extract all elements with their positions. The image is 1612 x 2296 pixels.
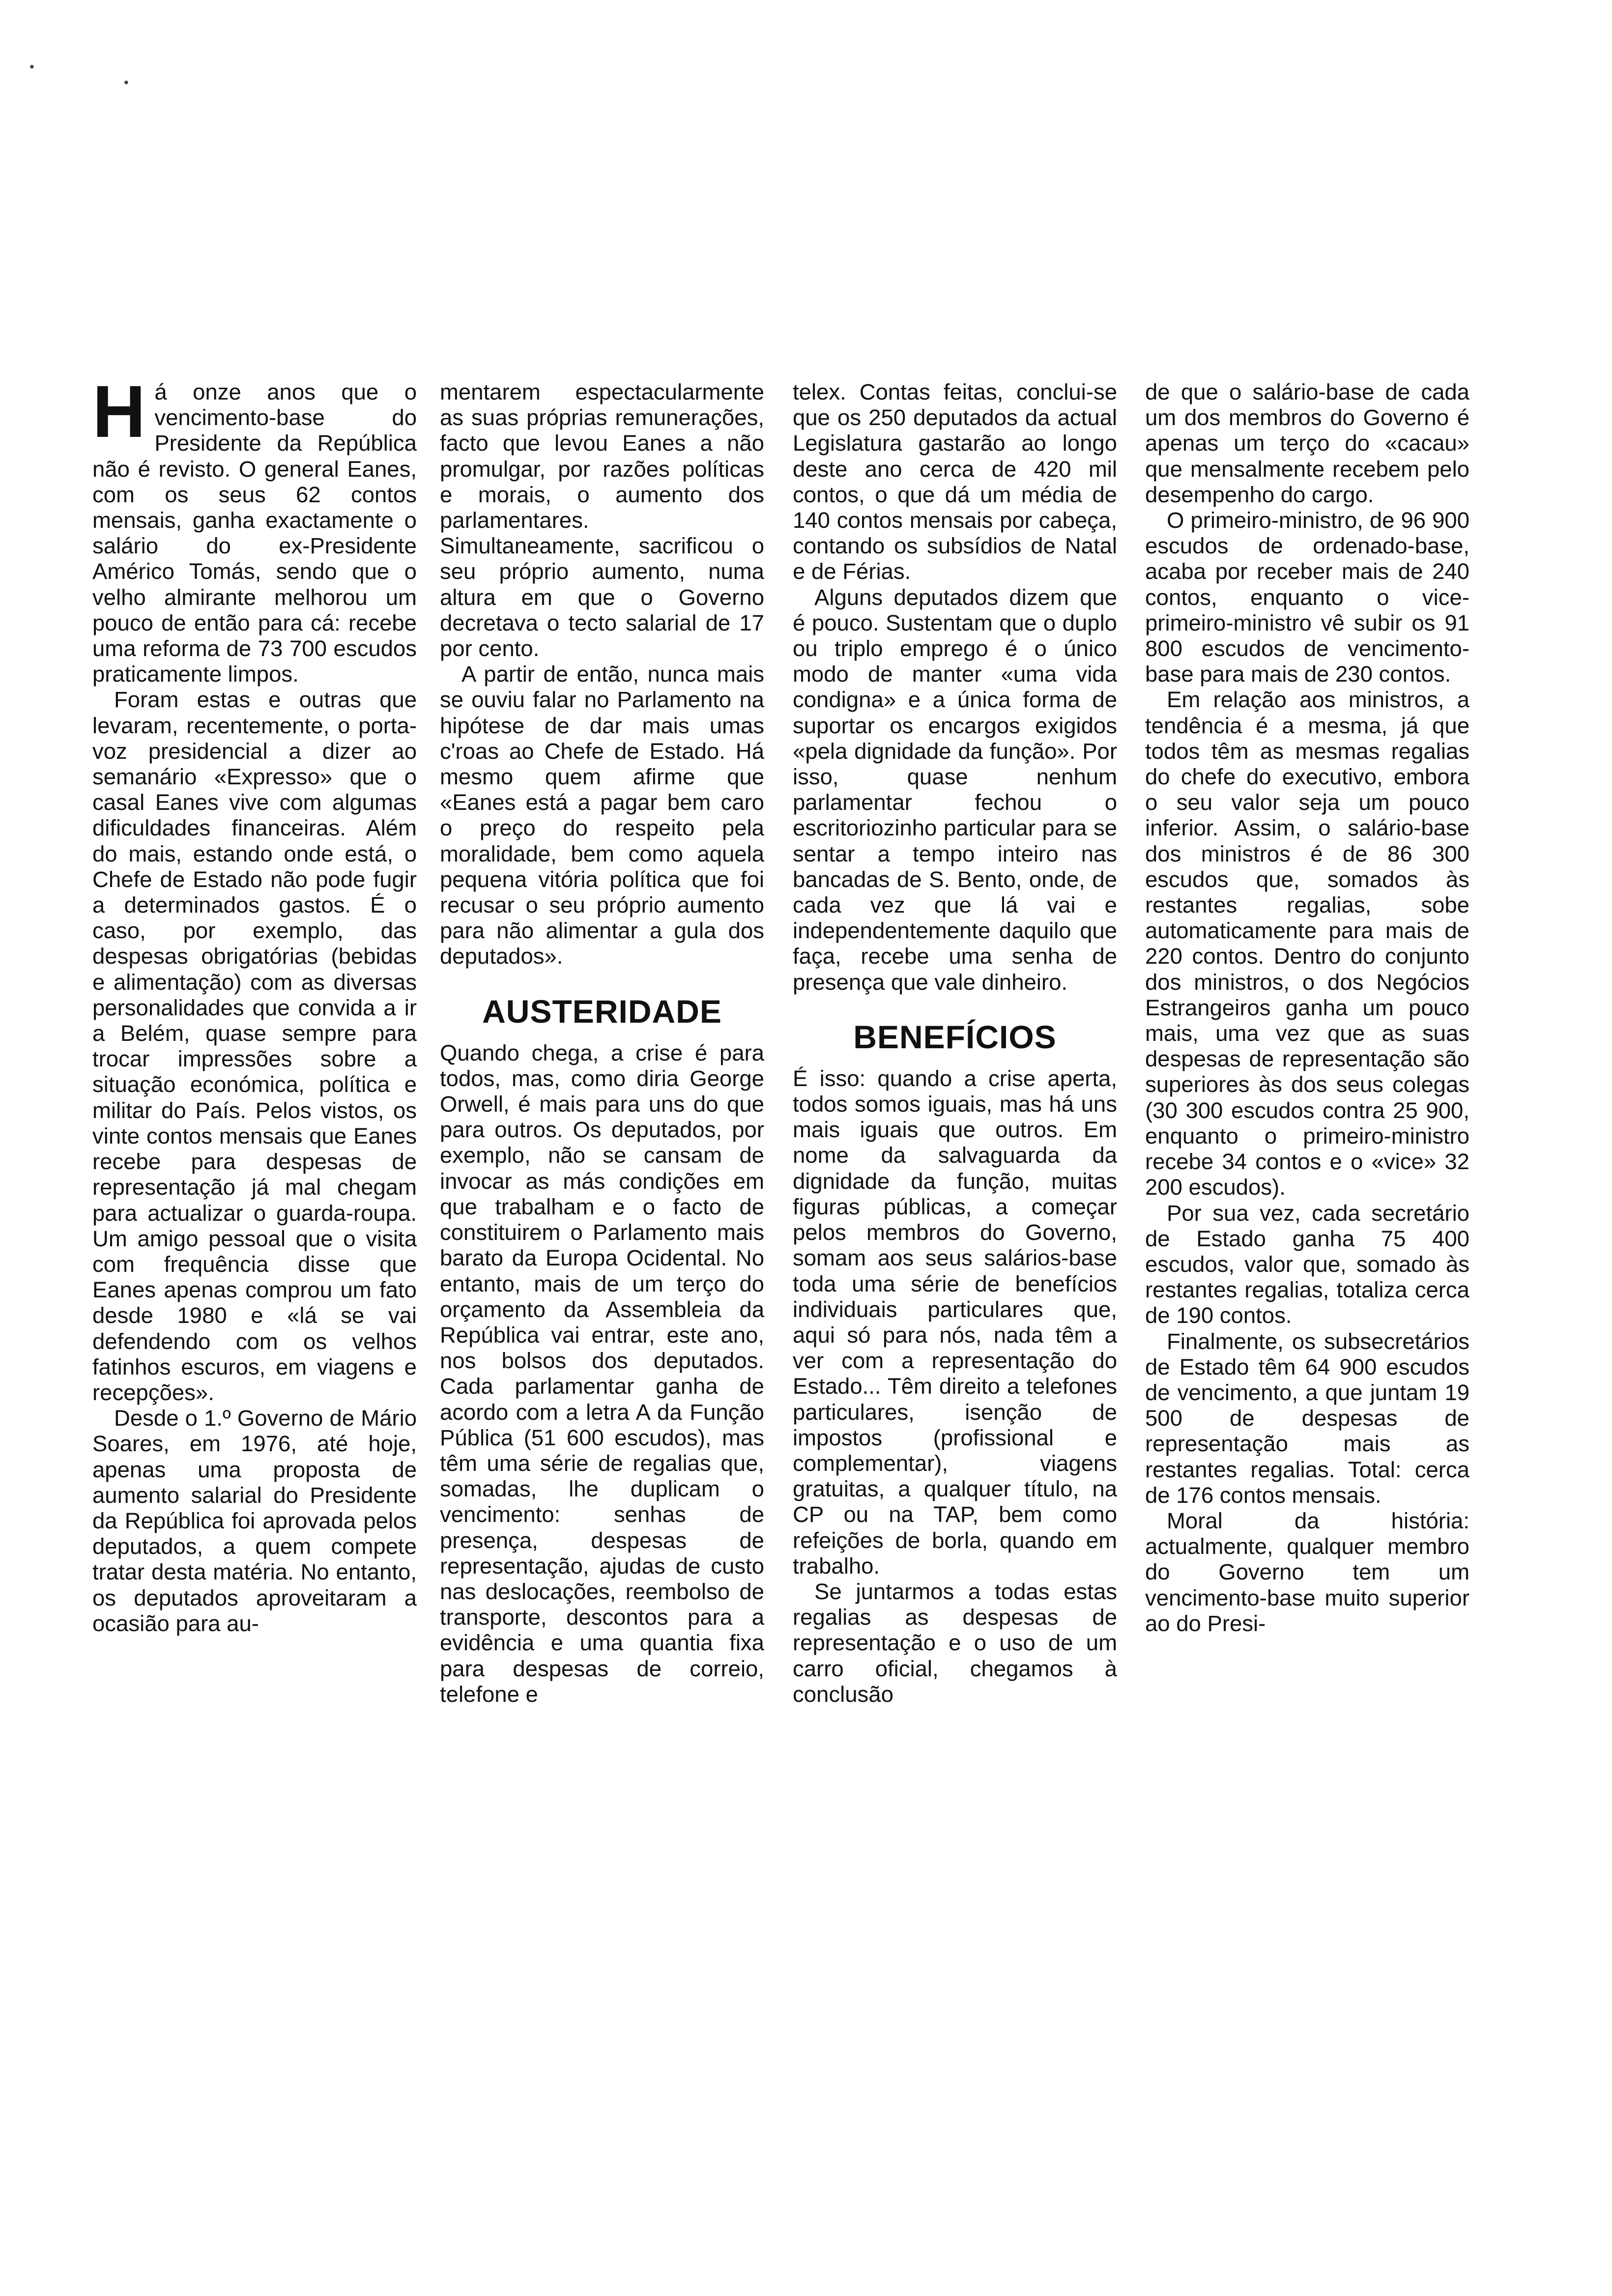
article-paragraph: Desde o 1.º Governo de Mário Soares, em 1976, até hoje, apenas uma proposta de aumento salarial do Presidente da República foi aprovada pelos deputados, a quem compete tratar desta matéria. No entanto, os deputados aproveitaram a ocasião para au- [92,1406,417,1636]
article-paragraph: Quando chega, a crise é para todos, mas, como diria George Orwell, é mais para uns do que para outros. Os deputados, por exemplo, não se cansam de invocar as más condições em que trabalham e o facto de constituirem o Parlamento mais barato da Europa Ocidental. No entanto, mais de um terço do orçamento da Assembleia da República vai entrar, este ano, nos bolsos dos deputados. Cada parlamentar ganha de acordo com a letra A da Função Pública (51 600 escudos), mas têm uma série de regalias que, somadas, lhe duplicam o vencimento: senhas de presença, despesas de representação, ajudas de custo nas deslocações, reembolso de transporte, descontos para a evidência e uma quantia fixa para despesas de correio, telefone e [440,1040,764,1707]
article-paragraph: A partir de então, nunca mais se ouviu falar no Parlamento na hipótese de dar mais umas c'roas ao Chefe de Estado. Há mesmo quem afirme que «Eanes está a pagar bem caro o preço do respeito pela moralidade, bem como aquela pequena vitória política que foi recusar o seu próprio aumento para não alimentar a gula dos deputados». [440,661,764,969]
article-paragraph: É isso: quando a crise aperta, todos somos iguais, mas há uns mais iguais que outros. Em nome da salvaguarda da dignidade da função, muitas figuras públicas, a começar pelos membros do Governo, somam aos seus salários-base toda uma série de benefícios individuais particulares que, aqui só para nós, nada têm a ver com a representação do Estado... Têm direito a telefones particulares, isenção de impostos (profissional e complementar), viagens gratuitas, a qualquer título, na CP ou na TAP, bem como refeições de borla, quando em trabalho. [793,1065,1117,1578]
article-paragraph: de que o salário-base de cada um dos membros do Governo é apenas um terço do «cacau» que mensalmente recebem pelo desempenho do cargo. [1145,379,1469,507]
article-paragraph: Moral da história: actualmente, qualquer membro do Governo tem um vencimento-base muito superior ao do Presi- [1145,1508,1469,1636]
article-column-3 [793,379,1117,1707]
article-paragraph: Por sua vez, cada secretário de Estado ganha 75 400 escudos, valor que, somado às restantes regalias, totaliza cerca de 190 contos. [1145,1200,1469,1328]
article-column-1 [92,370,417,1636]
article-paragraph: Há onze anos que o vencimento-base do Presidente da República não é revisto. O general Eanes, com os seus 62 contos mensais, ganha exactamente o salário do ex-Presidente Américo Tomás, sendo que o velho almirante melhorou um pouco de então para cá: recebe uma reforma de 73 700 escudos praticamente limpos. [92,370,417,687]
article-paragraph: Foram estas e outras que levaram, recentemente, o porta-voz presidencial a dizer ao semanário «Expresso» que o casal Eanes vive com algumas dificuldades financeiras. Além do mais, estando onde está, o Chefe de Estado não pode fugir a determinados gastos. É o caso, por exemplo, das despesas obrigatórias (bebidas e alimentação) com as diversas personalidades que convida a ir a Belém, quase sempre para trocar impressões sobre a situação económica, política e militar do País. Pelos vistos, os vinte contos mensais que Eanes recebe para despesas de representação já mal chegam para actualizar o guarda-roupa. Um amigo pessoal que o visita com frequência disse que Eanes apenas comprou um fato desde 1980 e «lá se vai defendendo com os velhos fatinhos escuros, em viagens e recepções». [92,687,417,1405]
section-heading-beneficios: BENEFÍCIOS [853,1018,1057,1055]
article-column-2 [440,379,764,1707]
scan-mark: • [124,75,129,90]
scan-mark: • [29,59,34,74]
drop-cap: H [92,370,146,453]
article-paragraph: O primeiro-ministro, de 96 900 escudos de ordenado-base, acaba por receber mais de 240 contos, enquanto o vice-primeiro-ministro vê subir os 91 800 escudos de vencimento-base para mais de 230 contos. [1145,508,1469,687]
article-paragraph: Em relação aos ministros, a tendência é a mesma, já que todos têm as mesmas regalias do chefe do executivo, embora o seu valor seja um pouco inferior. Assim, o salário-base dos ministros é de 86 300 escudos que, somados às restantes regalias, sobe automaticamente para mais de 220 contos. Dentro do conjunto dos ministros, o dos Negócios Estrangeiros ganha um pouco mais, uma vez que as suas despesas de representação são superiores às dos seus colegas (30 300 escudos contra 25 900, enquanto o primeiro-ministro recebe 34 contos e o «vice» 32 200 escudos). [1145,687,1469,1200]
article-column-4 [1145,379,1469,1636]
article-paragraph: Alguns deputados dizem que é pouco. Sustentam que o duplo ou triplo emprego é o único modo de manter «uma vida condigna» e a única forma de suportar os encargos exigidos «pela dignidade da função». Por isso, quase nenhum parlamentar fechou o escritoriozinho particular para se sentar a tempo inteiro nas bancadas de S. Bento, onde, de cada vez que lá vai e independentemente daquilo que faça, recebe uma senha de presença que vale dinheiro. [793,584,1117,995]
article-paragraph: telex. Contas feitas, conclui-se que os 250 deputados da actual Legislatura gastarão ao longo deste ano cerca de 420 mil contos, o que dá um média de 140 contos mensais por cabeça, contando os subsídios de Natal e de Férias. [793,379,1117,584]
section-heading-austeridade: AUSTERIDADE [482,993,722,1030]
article-paragraph: mentarem espectacularmente as suas próprias remunerações, facto que levou Eanes a não promulgar, por razões políticas e morais, o aumento dos parlamentares. Simultaneamente, sacrificou o seu próprio aumento, numa altura em que o Governo decretava o tecto salarial de 17 por cento. [440,379,764,661]
article-paragraph: Se juntarmos a todas estas regalias as despesas de representação e o uso de um carro oficial, chegamos à conclusão [793,1578,1117,1707]
article-paragraph: Finalmente, os subsecretários de Estado têm 64 900 escudos de vencimento, a que juntam 19 500 de despesas de representação mais as restantes regalias. Total: cerca de 176 contos mensais. [1145,1328,1469,1508]
